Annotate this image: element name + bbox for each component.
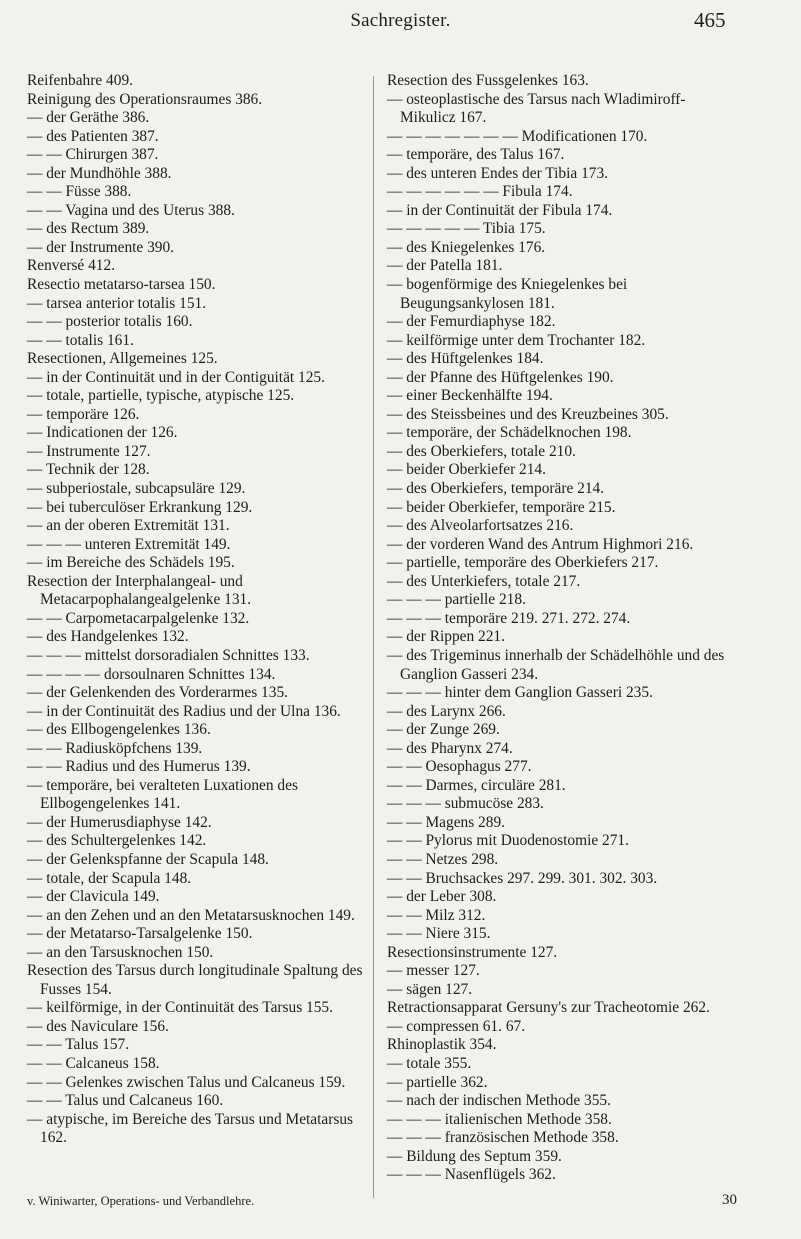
index-entry: — der vorderen Wand des Antrum Highmori 216. bbox=[387, 535, 694, 553]
index-entry: — des Unterkiefers, totale 217. bbox=[387, 572, 581, 590]
index-entry: — osteoplastische des Tarsus nach Wladimiroff-Mikulicz 167. bbox=[387, 90, 686, 127]
index-entry: — der Instrumente 390. bbox=[27, 238, 175, 256]
index-entry: — — Netzes 298. bbox=[387, 850, 499, 868]
page-number: 465 bbox=[694, 8, 726, 32]
index-entry: — — Radiusköpfchens 139. bbox=[27, 739, 203, 757]
signature-mark: 30 bbox=[722, 1192, 737, 1208]
index-entry: Rhinoplastik 354. bbox=[387, 1036, 497, 1054]
index-entry: — — posterior totalis 160. bbox=[27, 313, 193, 331]
index-entry: — Indicationen der 126. bbox=[27, 424, 178, 442]
index-entry: — — Pylorus mit Duodenostomie 271. bbox=[387, 832, 629, 850]
index-entry: — totale, der Scapula 148. bbox=[27, 869, 192, 887]
index-entry: — — — hinter dem Ganglion Gasseri 235. bbox=[387, 684, 653, 702]
index-entry: — der Clavicula 149. bbox=[27, 888, 160, 906]
index-entry: — — Talus 157. bbox=[27, 1036, 130, 1054]
index-entry: — an den Zehen und an den Metatarsusknochen 149. bbox=[27, 906, 355, 924]
index-entry: — der Humerusdiaphyse 142. bbox=[27, 813, 212, 831]
index-entry: — an der oberen Extremität 131. bbox=[27, 517, 230, 535]
index-entry: — — — submucöse 283. bbox=[387, 795, 544, 813]
index-entry: — des Schultergelenkes 142. bbox=[27, 832, 207, 850]
index-entry: — totale 355. bbox=[387, 1054, 472, 1072]
index-entry: — — — Nasenflügels 362. bbox=[387, 1166, 556, 1184]
index-entry: — in der Continuität des Radius und der Ulna 136. bbox=[27, 702, 341, 720]
index-entry: — der Patella 181. bbox=[387, 257, 503, 275]
index-entry: Retractionsapparat Gersuny's zur Tracheotomie 262. bbox=[387, 999, 710, 1017]
index-entry: — temporäre, des Talus 167. bbox=[387, 146, 565, 164]
index-entry: — der Zunge 269. bbox=[387, 721, 500, 739]
index-entry: — temporäre, bei veralteten Luxationen des Ellbogengelenkes 141. bbox=[27, 776, 298, 813]
index-entry: — der Pfanne des Hüftgelenkes 190. bbox=[387, 368, 614, 386]
index-entry: — einer Beckenhälfte 194. bbox=[387, 387, 553, 405]
index-entry: — — Calcaneus 158. bbox=[27, 1054, 160, 1072]
index-entry: — des Larynx 266. bbox=[387, 702, 506, 720]
index-entry: — nach der indischen Methode 355. bbox=[387, 1092, 611, 1110]
index-entry: Resection des Tarsus durch longitudinale Spaltung des Fusses 154. bbox=[27, 962, 363, 998]
index-entry: — — — — — — Fibula 174. bbox=[387, 183, 573, 201]
page-title: Sachregister. bbox=[350, 10, 451, 31]
index-entry: — des Steissbeines und des Kreuzbeines 305. bbox=[387, 405, 669, 423]
index-entry: — keilförmige unter dem Trochanter 182. bbox=[387, 331, 646, 349]
page-footer bbox=[27, 1192, 737, 1212]
index-entry: — des Hüftgelenkes 184. bbox=[387, 350, 544, 368]
index-entry: — beider Oberkiefer, temporäre 215. bbox=[387, 498, 616, 516]
index-entry: — des Kniegelenkes 176. bbox=[387, 238, 546, 256]
index-entry: — Instrumente 127. bbox=[27, 442, 151, 460]
index-entry: — des Pharynx 274. bbox=[387, 739, 513, 757]
index-entry: Resection des Fussgelenkes 163. bbox=[387, 72, 589, 89]
index-entry: — — — — — Tibia 175. bbox=[387, 220, 546, 238]
index-entry: — — — mittelst dorsoradialen Schnittes 133. bbox=[27, 646, 310, 664]
index-entry: — — — — — — — Modificationen 170. bbox=[387, 127, 648, 145]
index-entry: — — Niere 315. bbox=[387, 925, 491, 943]
index-entry: — des Alveolarfortsatzes 216. bbox=[387, 517, 574, 535]
index-entry: — — totalis 161. bbox=[27, 331, 134, 349]
index-entry: — der Geräthe 386. bbox=[27, 109, 150, 127]
footer-imprint: v. Winiwarter, Operations- und Verbandlehre. bbox=[27, 1194, 255, 1208]
index-entry: — sägen 127. bbox=[387, 980, 473, 998]
index-entry: — Bildung des Septum 359. bbox=[387, 1147, 562, 1165]
index-entry: — des Rectum 389. bbox=[27, 220, 150, 238]
index-entry: — des Naviculare 156. bbox=[27, 1017, 169, 1035]
index-entry: — — Talus und Calcaneus 160. bbox=[27, 1092, 224, 1110]
index-entry: — totale, partielle, typische, atypische 125. bbox=[27, 387, 295, 405]
index-entry: — bogenförmige des Kniegelenkes bei Beugungsankylosen 181. bbox=[387, 276, 628, 312]
index-column-right bbox=[387, 72, 737, 1185]
index-entry: — — Carpometacarpalgelenke 132. bbox=[27, 609, 250, 627]
index-entry: — des Trigeminus innerhalb der Schädelhöhle und des Ganglion Gasseri 234. bbox=[387, 646, 725, 683]
index-entry: — — Radius und des Humerus 139. bbox=[27, 758, 251, 776]
index-entry: — an den Tarsusknochen 150. bbox=[27, 943, 214, 961]
index-entry: — — — — dorsoulnaren Schnittes 134. bbox=[27, 665, 276, 683]
index-entry: — atypische, im Bereiche des Tarsus und Metatarsus 162. bbox=[27, 1110, 354, 1147]
index-entry: — — Bruchsackes 297. 299. 301. 302. 303. bbox=[387, 869, 658, 887]
index-entry: — — Milz 312. bbox=[387, 906, 486, 924]
index-entry: — des unteren Endes der Tibia 173. bbox=[387, 164, 608, 182]
index-entry: Resection der Interphalangeal- und Metacarpophalangealgelenke 131. bbox=[27, 572, 252, 609]
index-entry: — des Handgelenkes 132. bbox=[27, 628, 189, 646]
index-entry: — — — partielle 218. bbox=[387, 591, 526, 609]
index-entry: — beider Oberkiefer 214. bbox=[387, 461, 546, 479]
index-entry: — — Chirurgen 387. bbox=[27, 146, 159, 164]
index-entry: Resectionsinstrumente 127. bbox=[387, 943, 558, 961]
index-entry: — der Gelenkenden des Vorderarmes 135. bbox=[27, 684, 288, 702]
index-entry: — — Füsse 388. bbox=[27, 183, 132, 201]
index-entry: Resectio metatarso-tarsea 150. bbox=[27, 276, 216, 294]
index-entry: Resectionen, Allgemeines 125. bbox=[27, 350, 218, 368]
index-entry: — messer 127. bbox=[387, 962, 480, 980]
index-entry: — compressen 61. 67. bbox=[387, 1017, 526, 1035]
index-entry: Reinigung des Operationsraumes 386. bbox=[27, 90, 263, 108]
index-entry: — der Mundhöhle 388. bbox=[27, 164, 172, 182]
index-entry: — — Darmes, circuläre 281. bbox=[387, 776, 566, 794]
index-entry: — temporäre, der Schädelknochen 198. bbox=[387, 424, 632, 442]
index-entry: — in der Continuität der Fibula 174. bbox=[387, 201, 613, 219]
index-entry: — — Magens 289. bbox=[387, 813, 505, 831]
index-entry: — — Oesophagus 277. bbox=[387, 758, 532, 776]
index-entry: — des Oberkiefers, totale 210. bbox=[387, 442, 576, 460]
index-entry: — des Oberkiefers, temporäre 214. bbox=[387, 480, 605, 498]
index-entry: — — — temporäre 219. 271. 272. 274. bbox=[387, 609, 631, 627]
page-header bbox=[0, 8, 801, 36]
index-entry: — — — italienischen Methode 358. bbox=[387, 1110, 612, 1128]
index-entry: — Technik der 128. bbox=[27, 461, 150, 479]
index-entry: — der Metatarso-Tarsalgelenke 150. bbox=[27, 925, 253, 943]
index-entry: — der Rippen 221. bbox=[387, 628, 505, 646]
index-entry: — — — französischen Methode 358. bbox=[387, 1129, 619, 1147]
index-entry: — partielle, temporäre des Oberkiefers 217. bbox=[387, 554, 659, 572]
index-entry: — — Gelenkes zwischen Talus und Calcaneus 159. bbox=[27, 1073, 346, 1091]
index-entry: — im Bereiche des Schädels 195. bbox=[27, 554, 235, 572]
index-entry: — partielle 362. bbox=[387, 1073, 488, 1091]
index-entry: — der Leber 308. bbox=[387, 888, 497, 906]
index-entry: — tarsea anterior totalis 151. bbox=[27, 294, 207, 312]
column-divider bbox=[373, 76, 374, 1198]
index-entry: — in der Continuität und in der Contiguität 125. bbox=[27, 368, 325, 386]
index-entry: — der Femurdiaphyse 182. bbox=[387, 313, 556, 331]
index-entry: — des Patienten 387. bbox=[27, 127, 159, 145]
index-column-left bbox=[27, 72, 372, 1148]
index-entry: — des Ellbogengelenkes 136. bbox=[27, 721, 211, 739]
index-entry: — keilförmige, in der Continuität des Tarsus 155. bbox=[27, 999, 333, 1017]
index-entry: Renversé 412. bbox=[27, 257, 116, 275]
index-entry: — subperiostale, subcapsuläre 129. bbox=[27, 480, 246, 498]
index-entry: — temporäre 126. bbox=[27, 405, 140, 423]
index-entry: Reifenbahre 409. bbox=[27, 72, 133, 89]
index-entry: — — — unteren Extremität 149. bbox=[27, 535, 231, 553]
index-entry: — bei tuberculöser Erkrankung 129. bbox=[27, 498, 253, 516]
index-entry: — der Gelenkspfanne der Scapula 148. bbox=[27, 850, 269, 868]
index-entry: — — Vagina und des Uterus 388. bbox=[27, 201, 235, 219]
